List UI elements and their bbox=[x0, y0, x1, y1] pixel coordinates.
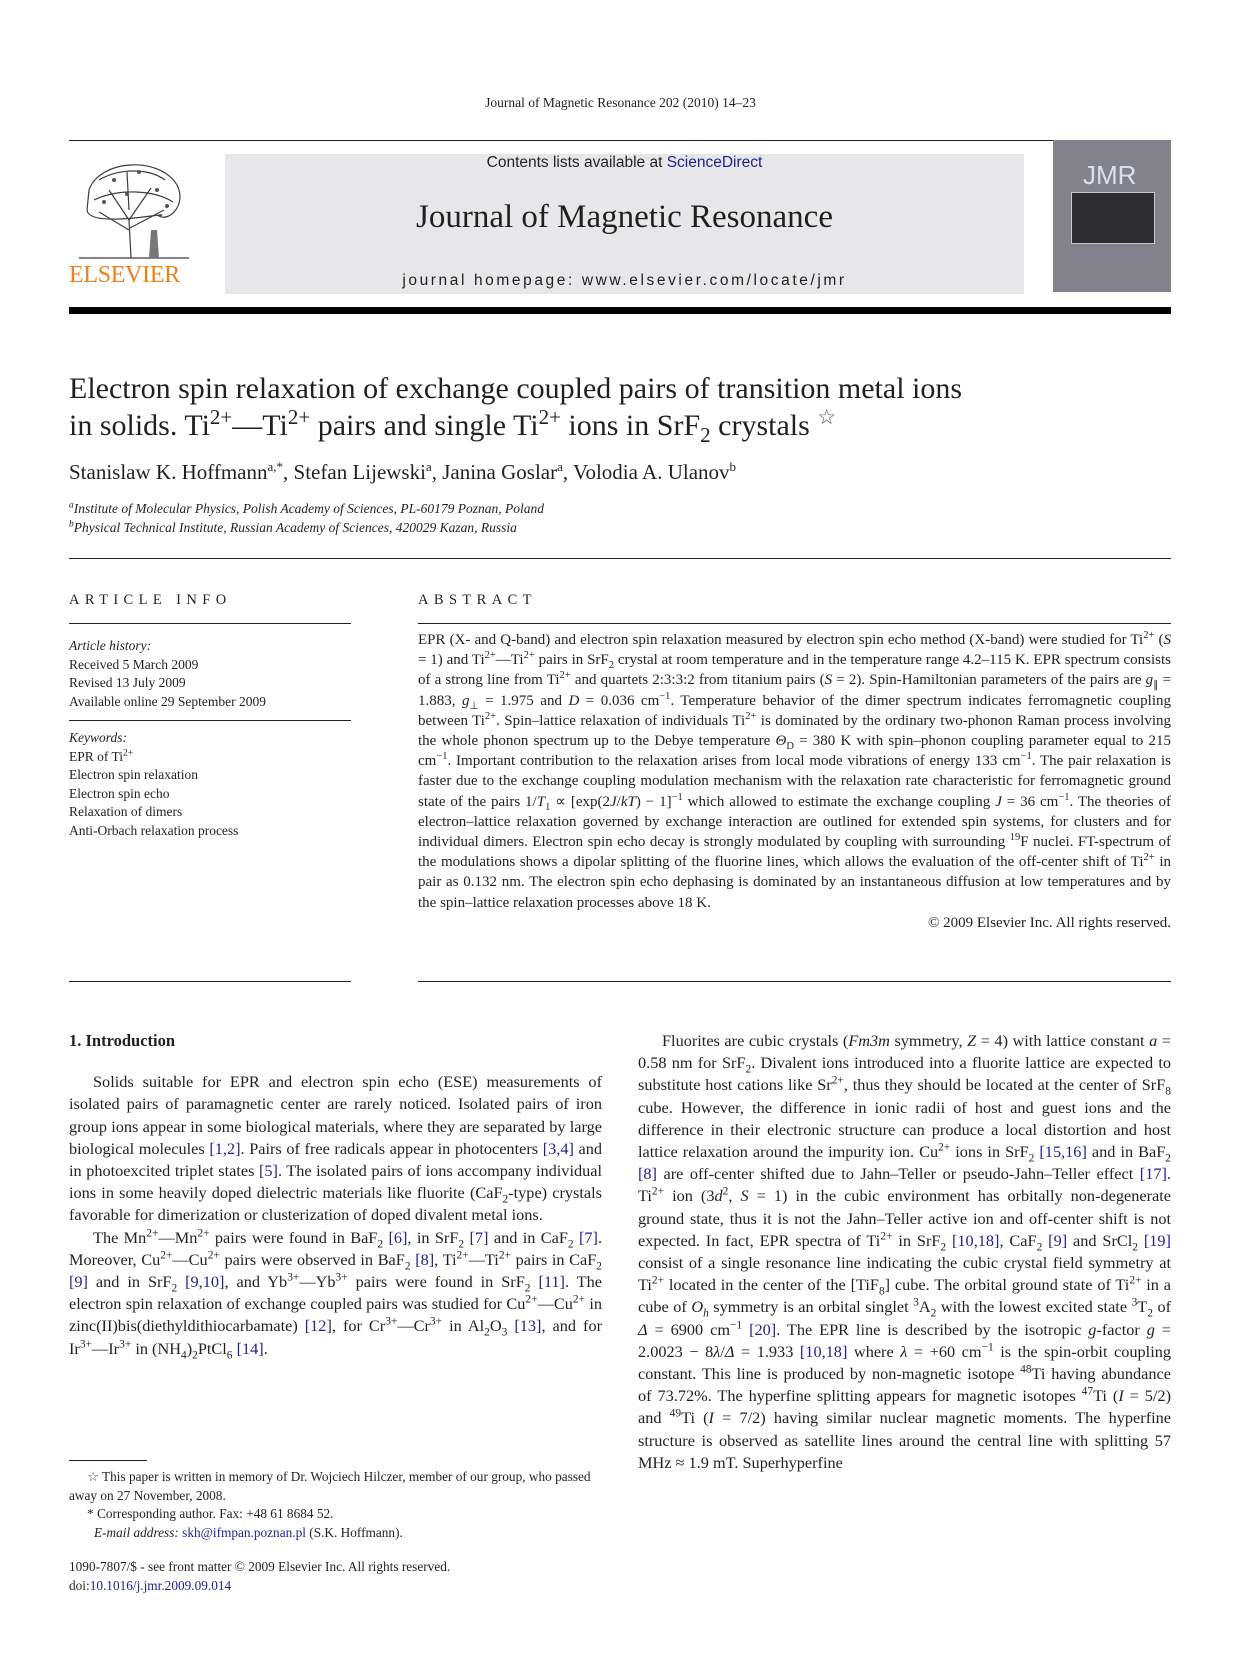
affiliations bbox=[69, 500, 544, 537]
journal-cover[interactable] bbox=[1053, 140, 1171, 292]
footnotes bbox=[69, 1468, 602, 1542]
elsevier-wordmark: ELSEVIER bbox=[69, 262, 180, 288]
title-star-icon[interactable]: ☆ bbox=[817, 405, 837, 429]
body-column-right bbox=[638, 1030, 1171, 1474]
article-info bbox=[69, 637, 351, 840]
bottom-info bbox=[69, 1558, 450, 1595]
affiliation: $^b$Physical Technical Institute, Russian Academy of Sciences, 420029 Kazan, Russia bbox=[69, 519, 517, 535]
journal-name: Journal of Magnetic Resonance bbox=[416, 199, 833, 235]
running-head: Journal of Magnetic Resonance 202 (2010) 14–23 bbox=[485, 95, 756, 110]
affiliation-rule bbox=[69, 558, 1171, 559]
keyword-item: Electron spin relaxation bbox=[69, 767, 198, 782]
article-info-rule bbox=[69, 623, 351, 624]
keyword-item: Anti-Orbach relaxation process bbox=[69, 822, 239, 838]
article-info-bottom-rule bbox=[69, 981, 351, 982]
sciencedirect-link[interactable]: ScienceDirect bbox=[666, 154, 763, 171]
doi-link[interactable]: 10.1016/j.jmr.2009.09.014 bbox=[89, 1577, 232, 1593]
footnote-email: E-mail address: skh@ifmpan.poznan.pl (S.K. Hoffmann). bbox=[94, 1524, 403, 1540]
abstract-copyright: © 2009 Elsevier Inc. All rights reserved. bbox=[927, 914, 1171, 931]
masthead bbox=[225, 154, 1024, 294]
abstract-bottom-rule bbox=[418, 981, 1171, 982]
footnote-memorial: ☆ This paper is written in memory of Dr. Wojciech Hilczer, member of our group, who passed away on 27 November, 2008. bbox=[69, 1469, 591, 1503]
paragraph: Solids suitable for EPR and electron spin echo (ESE) measurements of isolated pairs of paramagnetic center are rarely noticed. Isolated pairs of iron group ions appear in some biological materials, where they are separated by large biological molecules [1,2]. Pairs of free radicals appear in photocenters [3,4] and in photoexcited triplet states [5]. The isolated pairs of ions accompany individual ions in some heavily doped dielectric materials like fluorite (CaF$_2$-type) crystals favorable for dimerization or clusterization of doped divalent metal ions. bbox=[69, 1072, 602, 1225]
keywords-rule bbox=[69, 720, 351, 721]
keyword-item: Electron spin echo bbox=[69, 785, 170, 801]
article-info-heading: ARTICLE INFO bbox=[69, 592, 232, 608]
header-rule bbox=[69, 140, 1171, 141]
author-name[interactable]: Stefan Lijewski bbox=[293, 460, 426, 484]
paragraph: The $Mn^{2+}—Mn^{2+}$ pairs were found in BaF$_2$ [6], in SrF$_2$ [7] and in CaF$_2$ [7]. Moreover, $Cu^{2+}—Cu^{2+}$ pairs were observed in BaF$_2$ [8], $Ti^{2+}—Ti^{2+}$ pairs in CaF$_2$ [9] and in SrF$_2$ [9,10], and $Yb^{3+}—Yb^{3+}$ pairs were found in SrF$_2$ [11]. The electron spin relaxation of exchange coupled pairs was studied for $Cu^{2+}—Cu^{2+}$ in zinc(II)bis(diethyldithiocarbamate) [12], for $Cr^{3+}—Cr^{3+}$ in $Al_2O_3$ [13], and for $Ir^{3+}—Ir^{3+}$ in $(NH_4)_2PtCl_6$ [14]. bbox=[69, 1227, 603, 1361]
elsevier-logo[interactable] bbox=[69, 150, 199, 290]
cover-label: JMR bbox=[1083, 160, 1137, 190]
keyword-item: Relaxation of dimers bbox=[69, 804, 183, 819]
body-column-left bbox=[69, 1030, 602, 1360]
star-icon: ☆ bbox=[87, 1469, 99, 1484]
email-link[interactable]: skh@ifmpan.poznan.pl bbox=[182, 1524, 306, 1540]
contents-line: Contents lists available at ScienceDirect bbox=[486, 154, 763, 171]
abstract-text: EPR (X- and Q-band) and electron spin relaxation measured by electron spin echo method (X-band) were studied for $Ti^{2+}$ (S = 1) and $Ti^{2+}—Ti^{2+}$ pairs in SrF$_2$ crystal at room temperature and in the temperature range 4.2–115 K. EPR spectrum consists of a strong line from $Ti^{2+}$ and quartets 2:3:3:2 from titanium pairs (S = 2). Spin-Hamiltonian parameters of the pairs are $g_\parallel = 1.883$, $g_\perp = 1.975$ and D = 0.036 $cm^{-1}$. Temperature behavior of the dimer spectrum indicates ferromagnetic coupling between $Ti^{2+}$. Spin–lattice relaxation of individuals $Ti^{2+}$ is dominated by the ordinary two-phonon Raman process involving the whole phonon spectrum up to the Debye temperature $\Theta_D = 380$ K with spin–phonon coupling parameter equal to 215 $cm^{-1}$. Important contribution to the relaxation arises from local mode vibrations of energy 133 $cm^{-1}$. The pair relaxation is faster due to the exchange coupling modulation mechanism with the relaxation rate characteristic for ferromagnetic ground state of the pairs $1/T_1 \propto [\exp(2J/kT) - 1]^{-1}$ which allowed to estimate the exchange coupling J = 36 $cm^{-1}$. The theories of electron–lattice relaxation governed by exchange interaction are outlined for extended spin systems, for clusters and for individual dimers. Electron spin echo decay is strongly modulated by coupling with surrounding $^{19}$F nuclei. FT-spectrum of the modulations shows a dipolar splitting of the fluorine lines, which allows the evaluation of the off-center shift of $Ti^{2+}$ in pair as 0.132 nm. The electron spin echo dephasing is dominated by an instantaneous diffusion at low temperatures and by the spin–lattice relaxation processes above 18 K. © 2009 Elsevier Inc. All rights reserved. bbox=[418, 630, 1171, 933]
keywords-label: Keywords: bbox=[69, 730, 127, 745]
author-name[interactable]: Volodia A. Ulanov bbox=[573, 460, 730, 484]
history-label: Article history: bbox=[69, 638, 152, 653]
footnote-rule bbox=[69, 1460, 147, 1461]
issn-line: 1090-7807/$ - see front matter © 2009 Elsevier Inc. All rights reserved. bbox=[69, 1559, 451, 1574]
abstract-heading: ABSTRACT bbox=[418, 592, 537, 608]
history-item: Available online 29 September 2009 bbox=[69, 693, 266, 709]
keyword-item: EPR of $Ti^{2+}$ bbox=[69, 748, 134, 764]
article-title: Electron spin relaxation of exchange coupled pairs of transition metal ions in solids. $Ti^{2+}—Ti^{2+}$ pairs and single $Ti^{2+}$ ions in SrF$_2$ crystals ☆ bbox=[69, 372, 963, 447]
section-heading: 1. Introduction bbox=[69, 1031, 176, 1050]
history-item: Received 5 March 2009 bbox=[69, 656, 199, 672]
affiliation: $^a$Institute of Molecular Physics, Polish Academy of Sciences, PL-60179 Poznan, Poland bbox=[69, 500, 545, 516]
doi-line: doi:10.1016/j.jmr.2009.09.014 bbox=[69, 1577, 232, 1593]
abstract-rule bbox=[418, 623, 1171, 624]
journal-homepage[interactable]: journal homepage: www.elsevier.com/locate/jmr bbox=[402, 272, 847, 289]
paragraph: Fluorites are cubic crystals (Fm3m symmetry, Z = 4) with lattice constant a = 0.58 nm for SrF$_2$. Divalent ions introduced into a fluorite lattice are expected to substitute host cations like $Sr^{2+}$, thus they should be located at the center of SrF$_8$ cube. However, the difference in ionic radii of host and guest ions and the difference in their electronic structure can produce a local distortion and host lattice relaxation around the impurity ion. $Cu^{2+}$ ions in SrF$_2$ [15,16] and in BaF$_2$ [8] are off-center shifted due to Jahn–Teller or pseudo-Jahn–Teller effect [17]. $Ti^{2+}$ ion ($3d^2$, S = 1) in the cubic environment has orbitally non-degenerate ground state, thus it is not the Jahn–Teller active ion and off-center shift is not expected. In fact, EPR spectra of $Ti^{2+}$ in SrF$_2$ [10,18], CaF$_2$ [9] and SrCl$_2$ [19] consist of a single resonance line indicating the cubic crystal field symmetry at $Ti^{2+}$ located in the center of the [TiF$_8$] cube. The orbital ground state of $Ti^{2+}$ in a cube of $O_h$ symmetry is an orbital singlet $^3A_2$ with the lowest excited state $^3T_2$ of Δ = 6900 $cm^{-1}$ [20]. The EPR line is described by the isotropic g-factor g = 2.0023 − 8λ/Δ = 1.933 [10,18] where λ = +60 $cm^{-1}$ is the spin-orbit coupling constant. This line is produced by non-magnetic isotope $^{48}$Ti having abundance of 73.72%. The hyperfine splitting appears for magnetic isotopes $^{47}$Ti (I = 5/2) and $^{49}$Ti (I = 7/2) having similar nuclear magnetic moments. The hyperfine structure is observed as satellite lines around the central line with splitting 57 MHz ≈ 1.9 mT. Superhyperfine bbox=[638, 1031, 1172, 1472]
author-name[interactable]: Janina Goslar bbox=[442, 460, 558, 484]
author-list: Stanislaw K. Hoffmann$^{a,*}$, Stefan Lijewski$^a$, Janina Goslar$^a$, Volodia A. Ulanov$^b$ bbox=[69, 459, 737, 484]
cover-image bbox=[1071, 192, 1155, 244]
history-item: Revised 13 July 2009 bbox=[69, 675, 186, 690]
masthead-rule bbox=[69, 307, 1171, 314]
author-name[interactable]: Stanislaw K. Hoffmann bbox=[69, 460, 268, 484]
footnote-corresponding: * Corresponding author. Fax: +48 61 8684 52. bbox=[87, 1506, 334, 1521]
